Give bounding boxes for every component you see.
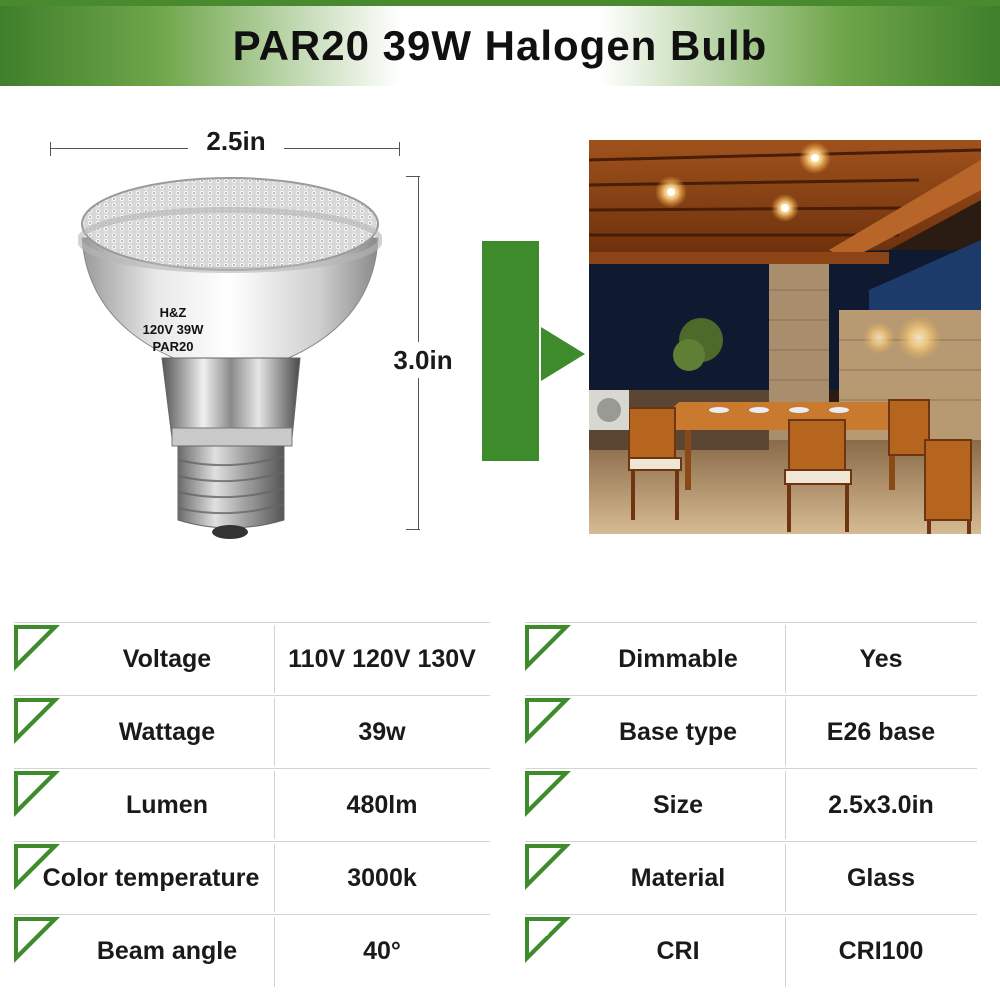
spec-row bbox=[525, 914, 977, 989]
row-number: 6 bbox=[530, 627, 540, 649]
spec-value: 3000k bbox=[347, 863, 417, 892]
spec-value: 480lm bbox=[346, 790, 418, 819]
spec-value: 39w bbox=[358, 717, 406, 746]
spec-label: Beam angle bbox=[96, 936, 238, 965]
spec-label: CRI bbox=[656, 936, 700, 965]
specs-table-right bbox=[525, 622, 977, 989]
row-number: 9 bbox=[530, 846, 540, 868]
arrow-shaft bbox=[482, 241, 539, 461]
spec-row bbox=[14, 841, 490, 914]
spec-row bbox=[525, 622, 977, 695]
height-dimension-label: 3.0in bbox=[380, 342, 466, 378]
spec-label: Voltage bbox=[122, 644, 212, 673]
patio-dining-photo bbox=[589, 140, 981, 534]
row-number: 7 bbox=[530, 700, 540, 722]
spec-label: Lumen bbox=[126, 790, 208, 819]
width-dimension-label: 2.5in bbox=[188, 124, 284, 158]
spec-label: Color temperature bbox=[42, 863, 260, 892]
spec-row bbox=[525, 768, 977, 841]
row-number: 1 bbox=[19, 627, 29, 649]
spec-value: E26 base bbox=[826, 717, 936, 746]
spec-row bbox=[14, 914, 490, 989]
bulb-brand: H&Z bbox=[159, 305, 187, 320]
spec-value: 110V 120V 130V bbox=[288, 644, 476, 673]
title-banner bbox=[0, 0, 1000, 84]
spec-row bbox=[14, 768, 490, 841]
specs-table-left bbox=[14, 622, 490, 989]
spec-label: Base type bbox=[618, 717, 738, 746]
spec-row bbox=[14, 695, 490, 768]
page-title: PAR20 39W Halogen Bulb bbox=[0, 6, 1000, 86]
bulb-marking bbox=[118, 304, 228, 355]
spec-row bbox=[525, 695, 977, 768]
spec-value: 40° bbox=[363, 936, 401, 965]
spec-value: CRI100 bbox=[838, 936, 924, 965]
spec-value: Yes bbox=[859, 644, 903, 673]
spec-label: Size bbox=[652, 790, 704, 819]
spec-label: Material bbox=[630, 863, 726, 892]
arrow-right-icon bbox=[541, 327, 585, 381]
spec-row bbox=[14, 622, 490, 695]
row-number: 10 bbox=[530, 919, 550, 941]
halogen-bulb-image bbox=[78, 172, 382, 546]
row-number: 3 bbox=[19, 773, 29, 795]
row-number: 8 bbox=[530, 773, 540, 795]
spec-label: Wattage bbox=[118, 717, 216, 746]
spec-value: Glass bbox=[846, 863, 916, 892]
row-number: 5 bbox=[19, 919, 29, 941]
spec-label: Dimmable bbox=[618, 644, 738, 673]
row-number: 2 bbox=[19, 700, 29, 722]
bulb-type: PAR20 bbox=[152, 339, 194, 354]
spec-row bbox=[525, 841, 977, 914]
spec-value: 2.5x3.0in bbox=[828, 790, 934, 819]
bulb-rating: 120V 39W bbox=[142, 322, 204, 337]
row-number: 4 bbox=[19, 846, 29, 868]
